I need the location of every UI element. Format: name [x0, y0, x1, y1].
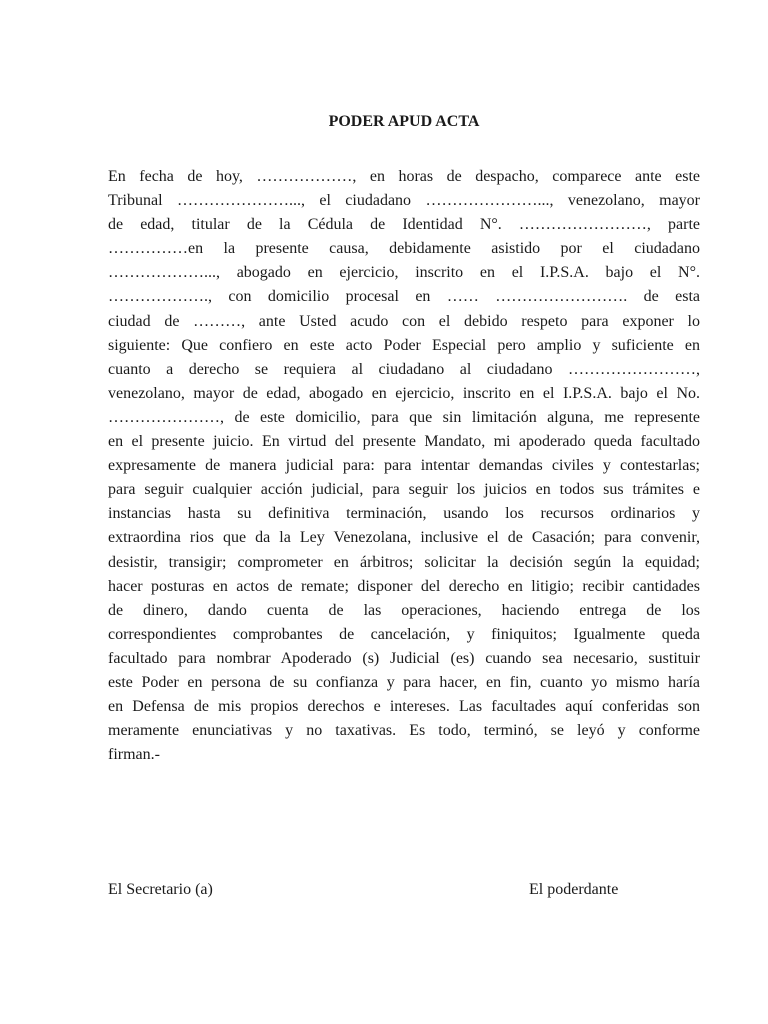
body-line: firman.-: [108, 746, 160, 764]
body-line: desistir, transigir; comprometer en árbitros; solicitar la decisión según la equidad;: [108, 553, 700, 571]
document-body: [108, 165, 700, 767]
body-line: ciudad de ………, ante Usted acudo con el debido respeto para exponer lo: [108, 312, 700, 330]
body-line: Tribunal …………………..., el ciudadano …………………..., venezolano, mayor: [108, 192, 700, 210]
body-line: ………………..., abogado en ejercicio, inscrito en el I.P.S.A. bajo el N°.: [108, 264, 700, 282]
body-line: venezolano, mayor de edad, abogado en ejercicio, inscrito en el I.P.S.A. bajo el No.: [108, 384, 700, 402]
document-title: PODER APUD ACTA: [328, 113, 480, 130]
body-line: facultado para nombrar Apoderado (s) Judicial (es) cuando sea necesario, sustituir: [108, 649, 700, 667]
body-line: instancias hasta su definitiva terminación, usando los recursos ordinarios y: [108, 505, 700, 523]
signature-secretary-label: El Secretario (a): [108, 881, 213, 898]
body-line: extraordina rios que da la Ley Venezolana, inclusive el de Casación; para convenir,: [108, 529, 700, 547]
body-line: …………………, de este domicilio, para que sin limitación alguna, me represente: [108, 408, 700, 426]
signature-block: [108, 880, 700, 904]
body-line: de dinero, dando cuenta de las operaciones, haciendo entrega de los: [108, 601, 700, 619]
body-line: hacer posturas en actos de remate; disponer del derecho en litigio; recibir cantidades: [108, 577, 700, 595]
body-line: ………………., con domicilio procesal en …… ……………………. de esta: [108, 288, 700, 306]
body-line: siguiente: Que confiero en este acto Poder Especial pero amplio y suficiente en: [108, 336, 700, 354]
body-line: ……………en la presente causa, debidamente asistido por el ciudadano: [108, 240, 700, 258]
body-line: correspondientes comprobantes de cancelación, y finiquitos; Igualmente queda: [108, 625, 700, 643]
body-line: expresamente de manera judicial para: para intentar demandas civiles y contestarlas;: [108, 457, 700, 475]
body-line: En fecha de hoy, ………………, en horas de despacho, comparece ante este: [108, 168, 700, 185]
body-line: en Defensa de mis propios derechos e intereses. Las facultades aquí conferidas son: [108, 698, 700, 716]
signature-grantor-label: El poderdante: [529, 881, 619, 898]
body-line: de edad, titular de la Cédula de Identidad N°. ……………………, parte: [108, 216, 700, 234]
body-line: en el presente juicio. En virtud del presente Mandato, mi apoderado queda facultado: [108, 433, 700, 451]
body-line: para seguir cualquier acción judicial, para seguir los juicios en todos sus trámites e: [108, 481, 700, 499]
body-line: este Poder en persona de su confianza y para hacer, en fin, cuanto yo mismo haría: [108, 673, 700, 691]
body-line: meramente enunciativas y no taxativas. Es todo, terminó, se leyó y conforme: [108, 722, 700, 740]
body-line: cuanto a derecho se requiera al ciudadano al ciudadano ……………………,: [108, 360, 700, 378]
